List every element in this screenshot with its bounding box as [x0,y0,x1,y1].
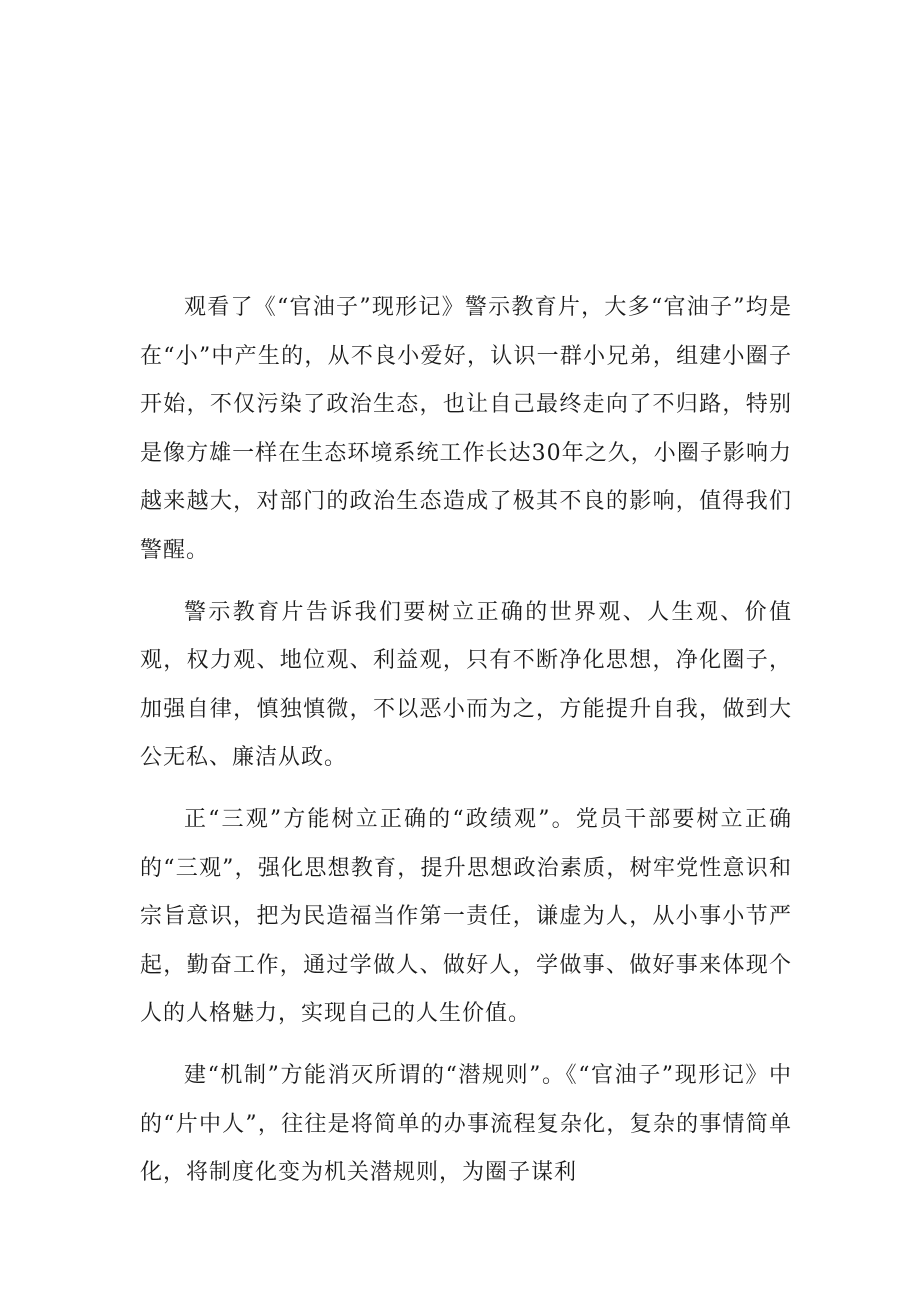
document-body [140,284,792,1211]
paragraph-3: 正“三观”方能树立正确的“政绩观”。党员干部要树立正确的“三观”，强化思想教育，提升思想政治素质，树牢党性意识和宗旨意识，把为民造福当作第一责任，谦虚为人，从小事小节严起，勤奋工作，通过学做人、做好人，学做事、做好事来体现个人的人格魅力，实现自己的人生价值。 [140,806,792,1027]
paragraph-1: 观看了《“官油子”现形记》警示教育片，大多“官油子”均是在“小”中产生的，从不良小爱好，认识一群小兄弟，组建小圈子开始，不仅污染了政治生态，也让自己最终走向了不归路，特别是像方雄一样在生态环境系统工作长达30年之久，小圈子影响力越来越大，对部门的政治生态造成了极其不良的影响，值得我们警醒。 [140,295,792,563]
paragraph-4: 建“机制”方能消灭所谓的“潜规则”。《“官油子”现形记》中的“片中人”，往往是将简单的办事流程复杂化，复杂的事情简单化，将制度化变为机关潜规则，为圈子谋利 [140,1062,792,1186]
paragraph-2: 警示教育片告诉我们要树立正确的世界观、人生观、价值观，权力观、地位观、利益观，只有不断净化思想，净化圈子，加强自律，慎独慎微，不以恶小而为之，方能提升自我，做到大公无私、廉洁从政。 [140,599,792,771]
